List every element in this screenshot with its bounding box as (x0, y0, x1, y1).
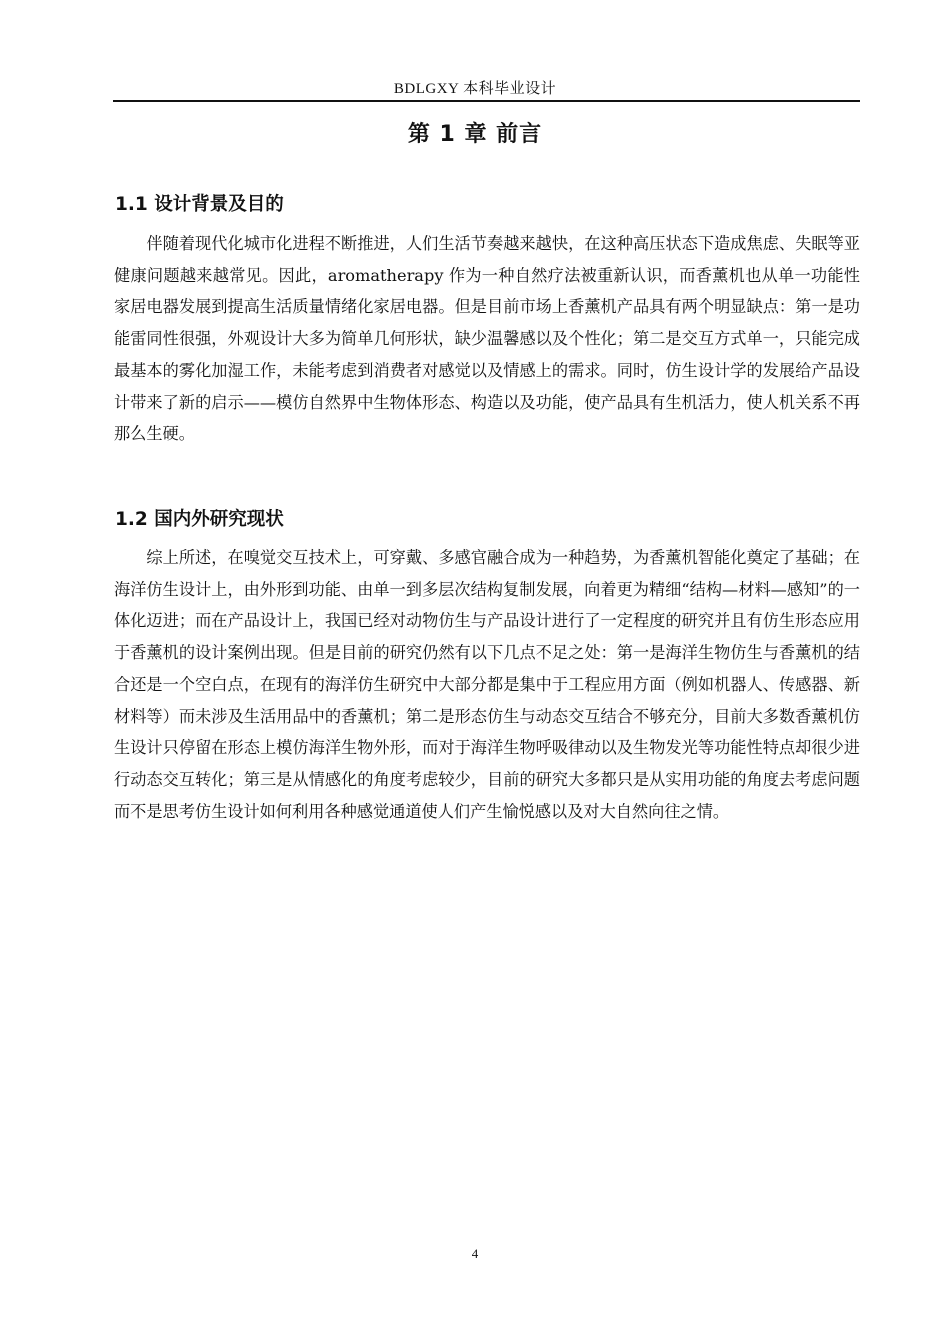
chapter-title: 第 1 章 前言 (407, 122, 543, 147)
section-heading-1-2: 1.2 国内外研究现状 (115, 509, 284, 530)
paragraph-background: 伴随着现代化城市化进程不断推进，人们生活节奏越来越快，在这种高压状态下造成焦虑、失眠等亚健康问题越来越常见。因此，aromatherapy 作为一种自然疗法被重新认识，而香薰机也从单一功能性家居电器发展到提高生活质量情绪化家居电器。但是目前市场上香薰机产品具有两个明显缺点：第一是功能雷同性很强，外观设计大多为简单几何形状，缺少温馨感以及个性化；第二是交互方式单一，只能完成最基本的雾化加湿工作，未能考虑到消费者对感觉以及情感上的需求。同时，仿生设计学的发展给产品设计带来了新的启示——模仿自然界中生物体形态、构造以及功能，使产品具有生机活力，使人机关系不再那么生硬。 (114, 234, 860, 444)
page-number: 4 (471, 1246, 479, 1261)
header-divider (113, 100, 860, 102)
paragraph-research-status: 综上所述，在嗅觉交互技术上，可穿戴、多感官融合成为一种趋势，为香薰机智能化奠定了基础；在海洋仿生设计上，由外形到功能、由单一到多层次结构复制发展，向着更为精细“结构—材料—感知”的一体化迈进；而在产品设计上，我国已经对动物仿生与产品设计进行了一定程度的研究并且有仿生形态应用于香薰机的设计案例出现。但是目前的研究仍然有以下几点不足之处：第一是海洋生物仿生与香薰机的结合还是一个空白点，在现有的海洋仿生研究中大部分都是集中于工程应用方面（例如机器人、传感器、新材料等）而未涉及生活用品中的香薰机；第二是形态仿生与动态交互结合不够充分，目前大多数香薰机仿生设计只停留在形态上模仿海洋生物外形，而对于海洋生物呼吸律动以及生物发光等功能性特点却很少进行动态交互转化；第三是从情感化的角度考虑较少，目前的研究大多都只是从实用功能的角度去考虑问题而不是思考仿生设计如何利用各种感觉通道使人们产生愉悦感以及对大自然向往之情。 (114, 548, 860, 821)
page-header: BDLGXY 本科毕业设计 (393, 81, 557, 97)
section-heading-1-1: 1.1 设计背景及目的 (115, 194, 284, 215)
